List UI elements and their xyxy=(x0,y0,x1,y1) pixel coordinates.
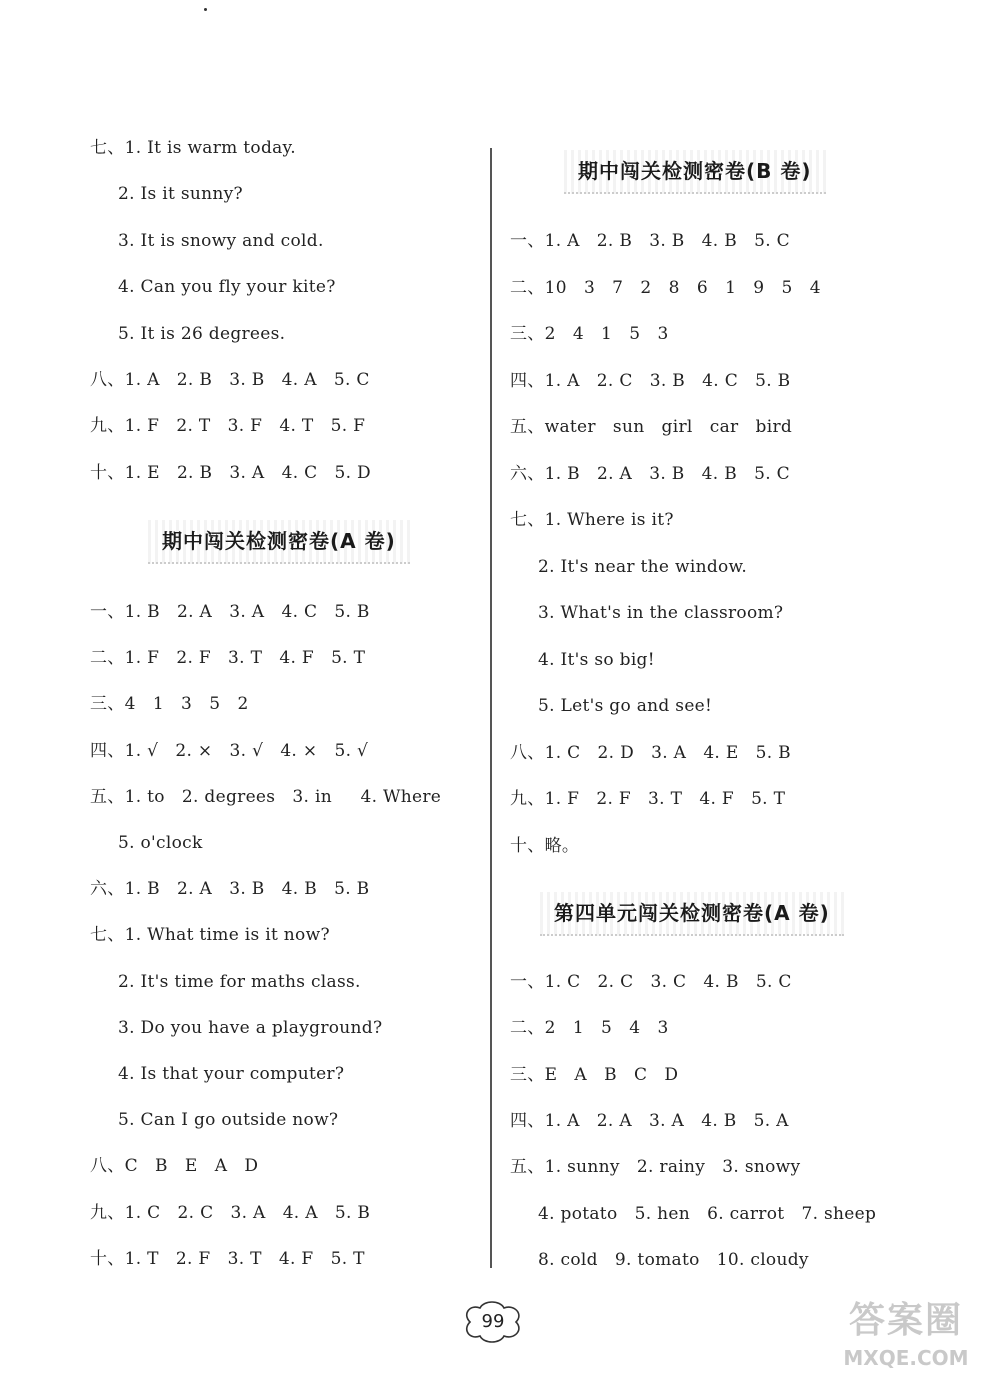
watermark-text: 答案圈 xyxy=(848,1300,963,1341)
answer-line: 九、1. C 2. C 3. A 4. A 5. B xyxy=(90,1202,371,1223)
answer-line: 一、1. A 2. B 3. B 4. B 5. C xyxy=(510,231,790,251)
watermark-logo xyxy=(822,1298,990,1384)
answer-line: 二、1. F 2. F 3. T 4. F 5. T xyxy=(90,648,366,669)
answer-line: 2. It's near the window. xyxy=(538,556,748,577)
answer-line: 3. What's in the classroom? xyxy=(538,603,784,623)
section-title-unit4-a: 第四单元闯关检测密卷(A 卷) xyxy=(540,892,844,936)
answer-line: 三、2 4 1 5 3 xyxy=(510,324,669,344)
answer-line: 8. cold 9. tomato 10. cloudy xyxy=(538,1249,809,1270)
answer-line: 一、1. B 2. A 3. A 4. C 5. B xyxy=(90,602,370,622)
section-title-midterm-b: 期中闯关检测密卷(B 卷) xyxy=(564,150,826,194)
answer-line: 九、1. F 2. F 3. T 4. F 5. T xyxy=(510,789,786,809)
answer-line: 一、1. C 2. C 3. C 4. B 5. C xyxy=(510,972,792,992)
answer-line: 八、C B E A D xyxy=(90,1156,259,1177)
answer-line: 四、1. A 2. C 3. B 4. C 5. B xyxy=(510,370,791,391)
answer-line: 5. It is 26 degrees. xyxy=(118,323,286,344)
answer-line: 九、1. F 2. T 3. F 4. T 5. F xyxy=(90,416,366,437)
answer-line: 十、略。 xyxy=(510,835,580,856)
watermark-url: MXQE.COM xyxy=(843,1346,969,1370)
answer-line: 5. Let's go and see! xyxy=(538,696,713,716)
answer-line: 五、1. sunny 2. rainy 3. snowy xyxy=(510,1157,801,1178)
answer-line: 3. Do you have a playground? xyxy=(118,1017,383,1038)
section-title-midterm-a: 期中闯关检测密卷(A 卷) xyxy=(148,520,410,564)
answer-line: 十、1. E 2. B 3. A 4. C 5. D xyxy=(90,462,371,483)
answer-line: 三、E A B C D xyxy=(510,1064,679,1085)
speck xyxy=(204,8,207,11)
answer-line: 2. Is it sunny? xyxy=(118,184,243,205)
answer-line: 4. Can you fly your kite? xyxy=(118,277,336,298)
answer-line: 七、1. Where is it? xyxy=(510,510,674,530)
column-divider xyxy=(490,148,492,1268)
answer-line: 4. potato 5. hen 6. carrot 7. sheep xyxy=(538,1203,877,1224)
answer-line: 八、1. A 2. B 3. B 4. A 5. C xyxy=(90,370,370,390)
answer-line: 5. Can I go outside now? xyxy=(118,1110,339,1131)
page-number: 99 xyxy=(460,1300,526,1344)
answer-line: 七、1. What time is it now? xyxy=(90,925,330,946)
answer-line: 5. o'clock xyxy=(118,833,203,853)
answer-line: 七、1. It is warm today. xyxy=(90,138,296,158)
answer-line: 二、10 3 7 2 8 6 1 9 5 4 xyxy=(510,277,821,298)
answer-line: 五、1. to 2. degrees 3. in 4. Where xyxy=(90,786,442,807)
answer-line: 三、4 1 3 5 2 xyxy=(90,694,249,715)
answer-line: 2. It's time for maths class. xyxy=(118,971,361,992)
answer-line: 4. It's so big! xyxy=(538,649,655,670)
answer-line: 3. It is snowy and cold. xyxy=(118,230,324,251)
answer-line: 五、water sun girl car bird xyxy=(510,417,793,437)
answer-line: 四、1. A 2. A 3. A 4. B 5. A xyxy=(510,1110,789,1131)
answer-line: 十、1. T 2. F 3. T 4. F 5. T xyxy=(90,1248,365,1269)
answer-line: 4. Is that your computer? xyxy=(118,1064,345,1084)
answer-line: 八、1. C 2. D 3. A 4. E 5. B xyxy=(510,742,791,763)
answer-line: 六、1. B 2. A 3. B 4. B 5. C xyxy=(510,463,790,484)
answer-line: 四、1. √ 2. × 3. √ 4. × 5. √ xyxy=(90,740,369,761)
answer-line: 六、1. B 2. A 3. B 4. B 5. B xyxy=(90,879,370,900)
answer-line: 二、2 1 5 4 3 xyxy=(510,1018,669,1039)
